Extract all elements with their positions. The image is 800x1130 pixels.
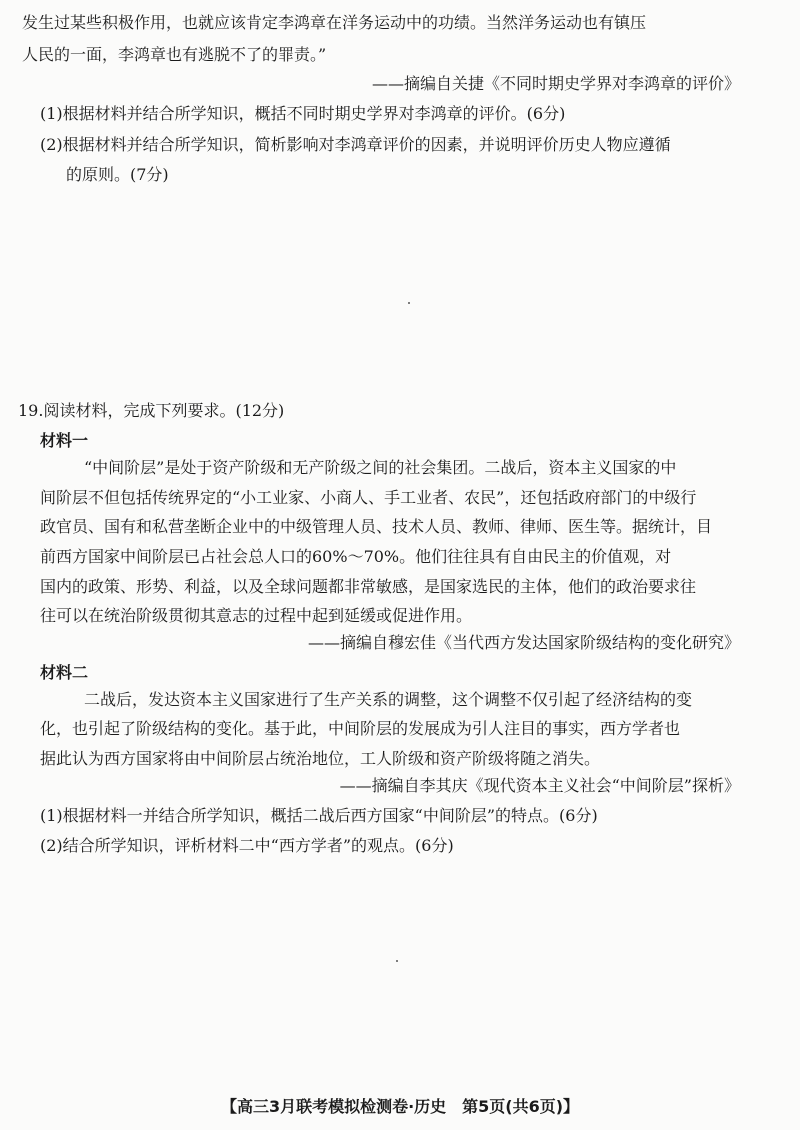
material-line: 国内的政策、形势、利益，以及全球问题都非常敏感，是国家选民的主体，他们的政治要求往 <box>40 577 697 596</box>
material-line: 间阶层不但包括传统界定的“小工业家、小商人、手工业者、农民”，还包括政府部门的中级行 <box>40 488 697 507</box>
material-line: 政官员、国有和私营垄断企业中的中级管理人员、技术人员、教师、律师、医生等。据统计，目 <box>40 517 713 536</box>
page-footer: 【高三3月联考模拟检测卷·历史 第5页(共6页)】 <box>220 1097 580 1116</box>
source-citation: ——摘编自关捷《不同时期史学界对李鸿章的评价》 <box>371 74 740 93</box>
material-label: 材料一 <box>40 431 89 450</box>
material-line: 前西方国家中间阶层已占社会总人口的60%～70%。他们往往具有自由民主的价值观，对 <box>40 547 672 566</box>
question-title: 19.阅读材料，完成下列要求。(12分) <box>18 401 285 420</box>
source-citation: ——摘编自穆宏佳《当代西方发达国家阶级结构的变化研究》 <box>307 633 740 652</box>
material-line: 化，也引起了阶级结构的变化。基于此，中间阶层的发展成为引人注目的事实，西方学者也 <box>40 719 681 738</box>
source-citation: ——摘编自李其庆《现代资本主义社会“中间阶层”探析》 <box>339 776 740 795</box>
passage-line: 人民的一面，李鸿章也有逃脱不了的罪责。” <box>22 45 327 64</box>
question-text: 的原则。(7分) <box>66 165 169 184</box>
material-line: 二战后，发达资本主义国家进行了生产关系的调整，这个调整不仅引起了经济结构的变 <box>84 690 693 709</box>
material-line: 据此认为西方国家将由中间阶层占统治地位，工人阶级和资产阶级将随之消失。 <box>40 749 601 768</box>
question-text: (2)根据材料并结合所学知识，简析影响对李鸿章评价的因素，并说明评价历史人物应遵循 <box>40 135 671 154</box>
material-line: 往可以在统治阶级贯彻其意志的过程中起到延缓或促进作用。 <box>40 606 473 625</box>
material-line: “中间阶层”是处于资产阶级和无产阶级之间的社会集团。二战后，资本主义国家的中 <box>84 458 677 477</box>
passage-line: 发生过某些积极作用，也就应该肯定李鸿章在洋务运动中的功绩。当然洋务运动也有镇压 <box>22 13 647 32</box>
question-text: (1)根据材料并结合所学知识，概括不同时期史学界对李鸿章的评价。(6分) <box>40 104 566 123</box>
material-label: 材料二 <box>40 663 89 682</box>
scan-speck <box>408 302 410 304</box>
question-text: (1)根据材料一并结合所学知识，概括二战后西方国家“中间阶层”的特点。(6分) <box>40 806 598 825</box>
scan-speck <box>396 960 398 962</box>
question-text: (2)结合所学知识，评析材料二中“西方学者”的观点。(6分) <box>40 836 454 855</box>
